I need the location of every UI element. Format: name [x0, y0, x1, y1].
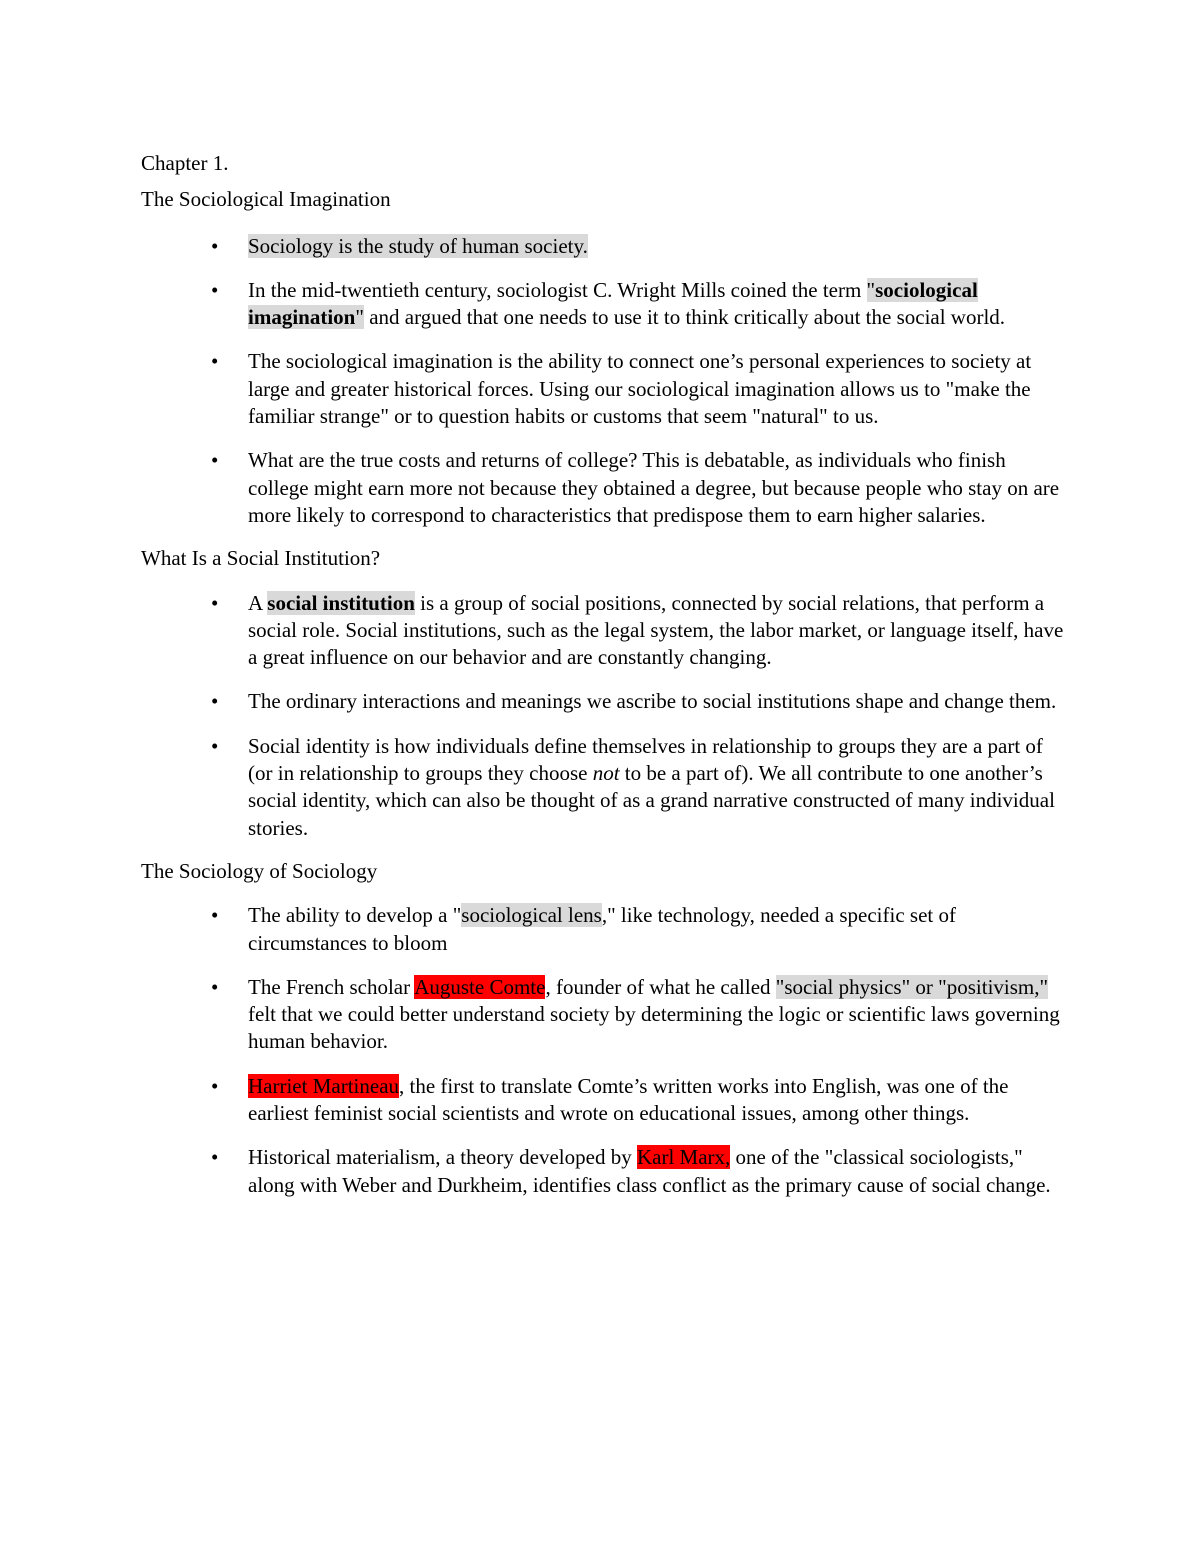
text-run: A: [248, 590, 268, 615]
list-item: [141, 902, 1071, 957]
text-run: , the first to translate Comte’s written works into English, was one of the earliest feminist social scientists and wrote on educational issues, among other things.: [248, 1073, 1009, 1126]
text-run: , founder of what he called: [545, 974, 776, 999]
text-run: is a group of social positions, connected by social relations, that perform a social role. Social institutions, such as the legal system, the labor market, or language itself, have a great influence on our behavior and are constantly changing.: [248, 590, 1064, 670]
bullet-list: [141, 902, 1071, 1199]
highlighted-text: sociological lens: [461, 903, 602, 928]
list-item: [141, 733, 1071, 842]
highlighted-text: ": [866, 277, 876, 302]
text-run: In the mid-twentieth century, sociologist C. Wright Mills coined the term: [248, 277, 867, 302]
highlighted-text: ": [355, 305, 364, 330]
section-heading: The Sociology of Sociology: [141, 858, 378, 883]
text-run: felt that we could better understand society by determining the logic or scientific laws governing human behavior.: [248, 1002, 1060, 1054]
list-item: [141, 974, 1071, 1056]
bullet-icon: •: [211, 974, 219, 999]
bullet-icon: •: [211, 903, 219, 928]
list-item: [141, 1144, 1071, 1199]
highlighted-text: social institution: [267, 590, 415, 615]
list-item: [141, 1073, 1071, 1128]
text-run: Historical materialism, a theory developed by: [248, 1145, 637, 1170]
list-item: [141, 233, 1071, 260]
list-item: [141, 277, 1071, 332]
highlighted-text: "social physics" or "positivism,": [775, 974, 1049, 999]
bullet-icon: •: [211, 733, 219, 758]
bullet-icon: •: [211, 448, 219, 473]
bullet-list: [141, 233, 1071, 530]
bullet-icon: •: [211, 277, 219, 302]
bullet-icon: •: [211, 1145, 219, 1170]
sections-container: [141, 186, 1071, 1199]
highlighted-text: Sociology is the study of human society.: [248, 233, 588, 258]
highlighted-name: Harriet Martineau: [248, 1073, 400, 1098]
list-item: [141, 590, 1071, 672]
list-item: [141, 688, 1071, 715]
bullet-icon: •: [211, 590, 219, 615]
text-run: to be a part of). We all contribute to one another’s social identity, which can also be thought of as a grand narrative constructed of many individual stories.: [248, 761, 1055, 840]
section-heading: What Is a Social Institution?: [141, 546, 381, 571]
bullet-icon: •: [211, 689, 219, 714]
text-run: Social identity is how individuals define themselves in relationship to groups they are a part of (or in relationship to groups they choose: [248, 733, 1043, 786]
highlighted-name: Auguste Comte: [414, 974, 546, 999]
document-body: [141, 150, 1071, 1199]
text-run: The ability to develop a ": [248, 903, 462, 928]
text-run: What are the true costs and returns of college? This is debatable, as individuals who finish college might earn more not because they obtained a degree, but because people who stay on are more likely to correspond to characteristics that predispose them to earn higher salaries.: [248, 448, 1060, 527]
highlighted-name: Karl Marx,: [636, 1145, 731, 1170]
text-run: not: [592, 761, 620, 786]
text-run: one of the "classical sociologists," along with Weber and Durkheim, identifies class conflict as the primary cause of social change.: [248, 1145, 1051, 1197]
list-item: [141, 348, 1071, 430]
bullet-icon: •: [211, 1073, 219, 1098]
bullet-icon: •: [211, 349, 219, 374]
bullet-list: [141, 590, 1071, 842]
list-item: [141, 447, 1071, 529]
section-heading: The Sociological Imagination: [141, 187, 391, 212]
text-run: and argued that one needs to use it to think critically about the social world.: [363, 305, 1006, 330]
bullet-icon: •: [211, 233, 219, 258]
text-run: ," like technology, needed a specific set of circumstances to bloom: [248, 903, 956, 955]
chapter-title: Chapter 1.: [141, 151, 229, 175]
text-run: The ordinary interactions and meanings we ascribe to social institutions shape and change them.: [248, 689, 1057, 714]
text-run: The sociological imagination is the ability to connect one’s personal experiences to society at large and greater historical forces. Using our sociological imagination allows us to "make the familiar strange" or to question habits or customs that seem "natural" to us.: [248, 349, 1032, 429]
text-run: The French scholar: [248, 974, 415, 999]
highlighted-text: sociological imagination: [248, 277, 978, 330]
